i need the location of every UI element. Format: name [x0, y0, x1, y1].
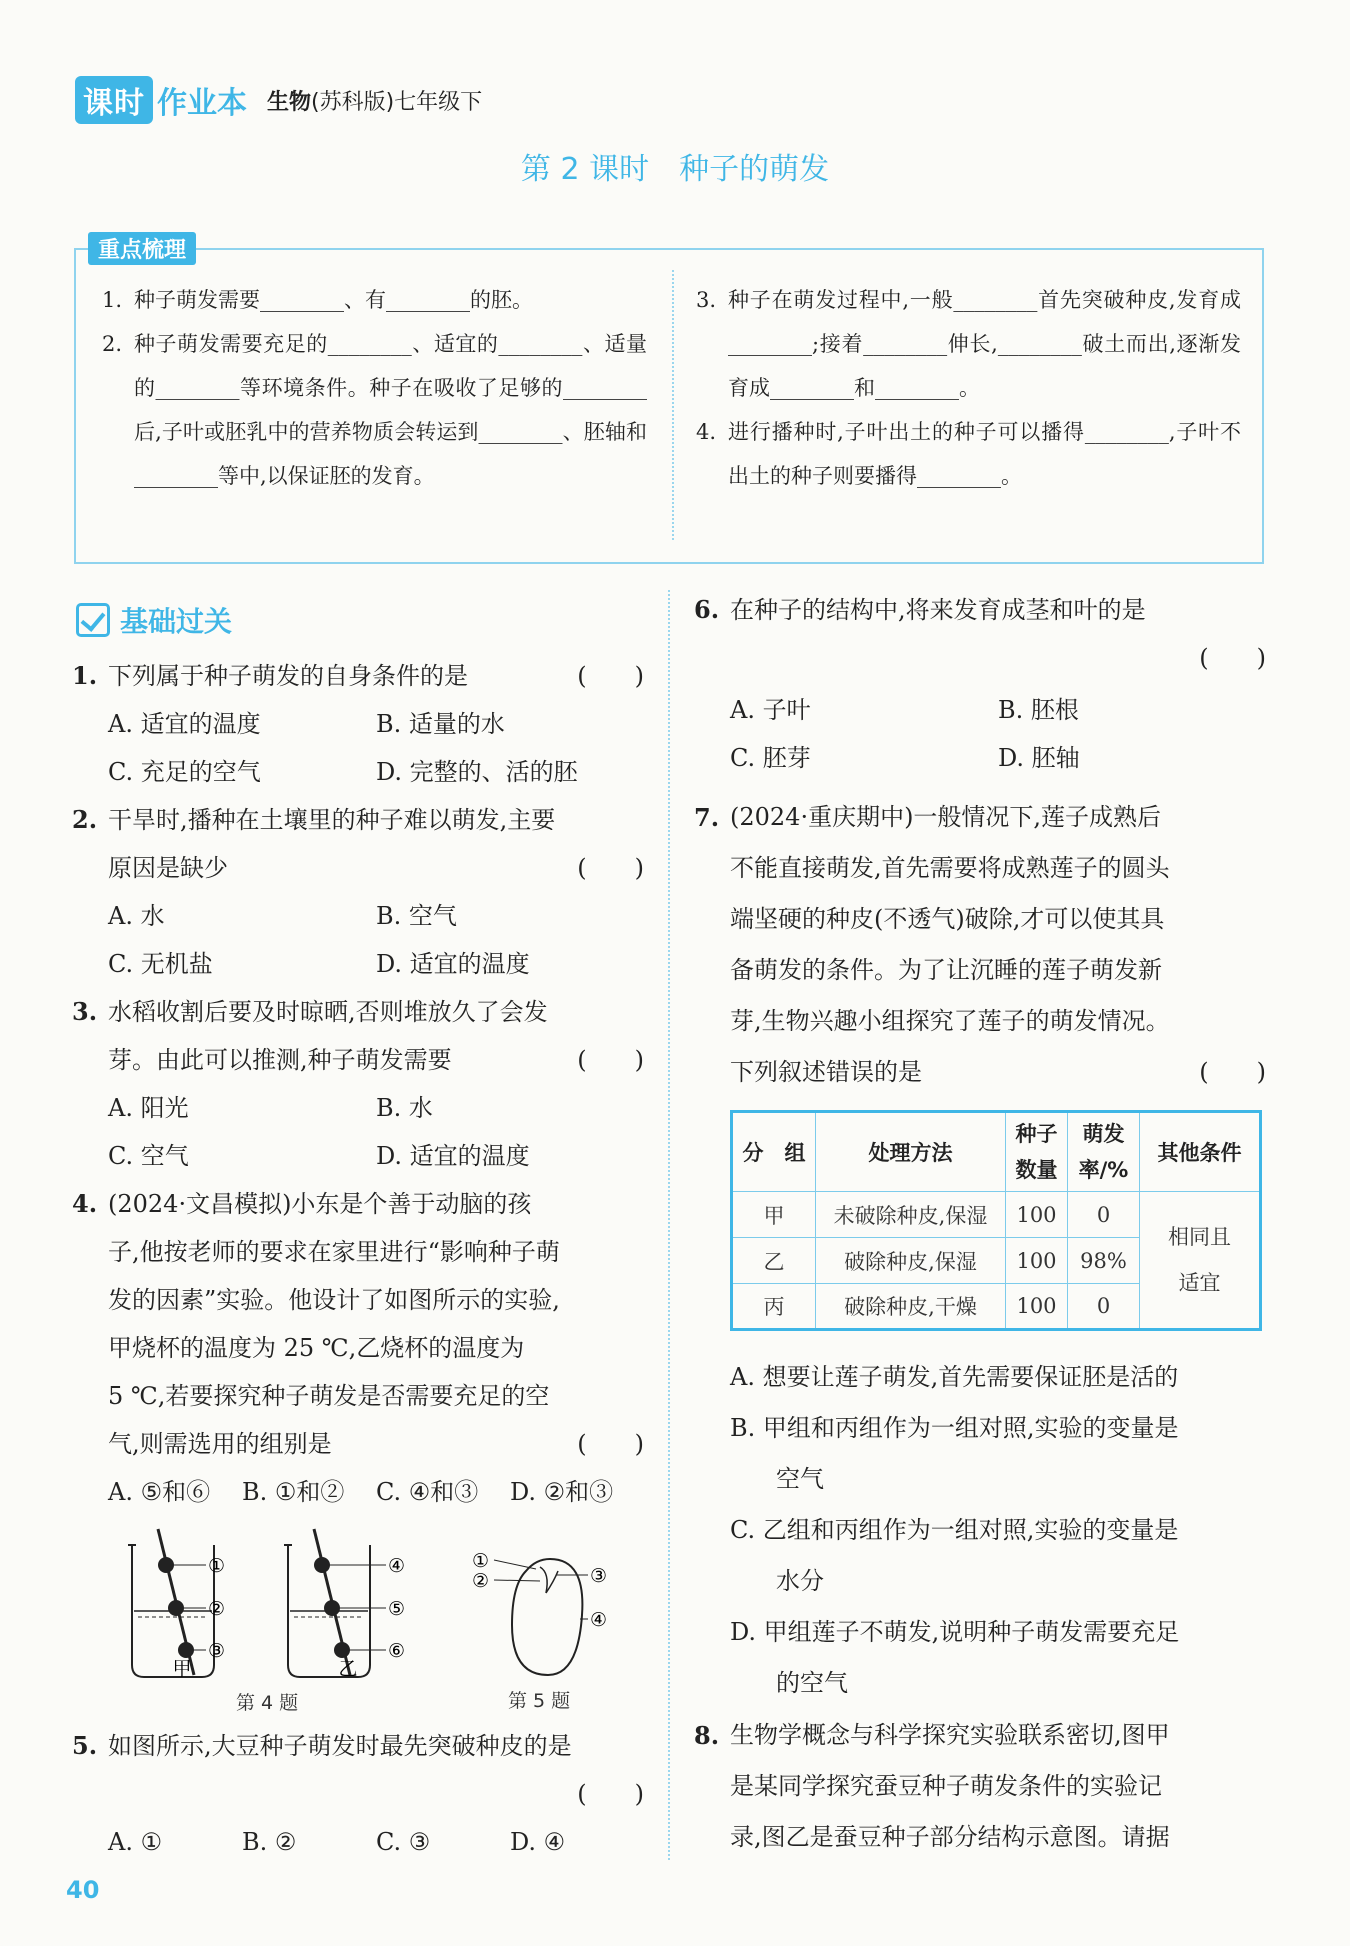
option: D. ④: [510, 1828, 566, 1856]
question-text: 是某同学探究蚕豆种子萌发条件的实验记: [730, 1772, 1162, 1800]
option: B. 水: [376, 1094, 433, 1122]
option: A. 适宜的温度: [108, 710, 261, 738]
option-continuation: 水分: [776, 1567, 824, 1595]
option: C. 空气: [108, 1142, 189, 1170]
option: D. ②和③: [510, 1478, 614, 1506]
question-text: 下列属于种子萌发的自身条件的是: [108, 662, 468, 690]
question-number: 1.: [72, 661, 98, 690]
option: B. 适量的水: [376, 710, 505, 738]
option: A. 想要让莲子萌发,首先需要保证胚是活的: [730, 1363, 1179, 1391]
question-text: 发的因素”实验。他设计了如图所示的实验,: [108, 1286, 560, 1314]
column-divider: [668, 590, 670, 1860]
option: C. 充足的空气: [108, 758, 261, 786]
figure-caption-q5: 第 5 题: [508, 1690, 571, 1712]
table-header: 其他条件: [1140, 1112, 1261, 1192]
question-text: 5 ℃,若要探究种子萌发是否需要充足的空: [108, 1382, 550, 1410]
table-row: [732, 1192, 1261, 1238]
item-number: 3.: [696, 288, 717, 312]
item-number: 1.: [102, 288, 123, 312]
key-point-item: [102, 322, 647, 498]
question-number: 6.: [694, 595, 720, 624]
figure-caption-q4: 第 4 题: [236, 1692, 299, 1714]
table-header-row: [732, 1112, 1261, 1192]
question-text: 不能直接萌发,首先需要将成熟莲子的圆头: [730, 854, 1170, 882]
figure-label: ①: [208, 1555, 226, 1577]
option: A. ①: [108, 1828, 163, 1856]
answer-parentheses: ( ): [577, 1780, 644, 1808]
table-header: 处理方法: [816, 1112, 1006, 1192]
answer-parentheses: ( ): [1199, 1058, 1266, 1086]
option: C. ④和③: [376, 1478, 479, 1506]
beaker-name: 乙: [338, 1658, 358, 1680]
question-text: 端坚硬的种皮(不透气)破除,才可以使其具: [730, 905, 1165, 933]
answer-parentheses: ( ): [577, 1046, 644, 1074]
item-text: 种子萌发需要充足的________、适宜的________、适量的________等环境条件。种子在吸收了足够的________后,子叶或胚乳中的营养物质会转运到________、胚轴和________等中,以保证胚的发育。: [134, 332, 647, 488]
question-5: [72, 1722, 644, 1866]
option: B. ②: [242, 1828, 297, 1856]
option: B. ①和②: [242, 1478, 345, 1506]
figure-label: ③: [590, 1565, 608, 1587]
question-text: 录,图乙是蚕豆种子部分结构示意图。请据: [730, 1823, 1170, 1851]
subject-edition: (苏科版)七年级下: [311, 89, 483, 115]
key-points-left: [102, 278, 647, 498]
option: B. 甲组和丙组作为一组对照,实验的变量是: [730, 1414, 1179, 1442]
table-header: 种子数量: [1006, 1112, 1068, 1192]
question-text: 干旱时,播种在土壤里的种子难以萌发,主要: [108, 806, 556, 834]
section-heading: [76, 600, 232, 640]
table-cell: 破除种皮,保湿: [816, 1238, 1006, 1284]
lesson-title: 第 2 课时 种子的萌发: [520, 152, 830, 187]
option: A. 子叶: [730, 696, 811, 724]
question-text: 甲烧杯的温度为 25 ℃,乙烧杯的温度为: [108, 1334, 525, 1362]
question-text: 生物学概念与科学探究实验联系密切,图甲: [730, 1721, 1170, 1749]
header: [75, 78, 482, 122]
option: C. 乙组和丙组作为一组对照,实验的变量是: [730, 1516, 1179, 1544]
key-point-item: [696, 278, 1241, 410]
option: D. 完整的、活的胚: [376, 758, 578, 786]
key-points-right: [696, 278, 1241, 498]
question-text: 在种子的结构中,将来发育成茎和叶的是: [730, 596, 1146, 624]
question-number: 4.: [72, 1189, 98, 1218]
beaker-jia: [128, 1529, 225, 1680]
beaker-yi: [284, 1529, 405, 1680]
question-number: 2.: [72, 805, 98, 834]
option: B. 空气: [376, 902, 457, 930]
question-3: [72, 988, 644, 1180]
subject-label: [267, 85, 482, 116]
brand-logo-box: 课时: [75, 76, 153, 124]
item-text: 种子萌发需要________、有________的胚。: [134, 288, 533, 312]
beaker-name: 甲: [172, 1658, 192, 1680]
table-cell: 98%: [1068, 1238, 1140, 1284]
checkbox-icon: [76, 603, 110, 637]
key-points-divider: [672, 270, 674, 540]
table-cell: 100: [1006, 1238, 1068, 1284]
question-number: 8.: [694, 1721, 720, 1750]
option: D. 适宜的温度: [376, 950, 530, 978]
question-number: 5.: [72, 1731, 98, 1760]
question-4: [72, 1180, 644, 1516]
question-text: 子,他按老师的要求在家里进行“影响种子萌: [108, 1238, 560, 1266]
question-text: 芽。由此可以推测,种子萌发需要: [108, 1046, 452, 1074]
key-point-item: [696, 410, 1241, 498]
option: C. 胚芽: [730, 744, 811, 772]
figure-label: ⑥: [388, 1640, 406, 1662]
question-7: [694, 792, 1266, 1098]
question-2: [72, 796, 644, 988]
option: D. 胚轴: [998, 744, 1080, 772]
option: A. ⑤和⑥: [108, 1478, 211, 1506]
question-text: (2024·重庆期中)一般情况下,莲子成熟后: [730, 803, 1162, 831]
answer-parentheses: ( ): [577, 1430, 644, 1458]
table-cell: 100: [1006, 1284, 1068, 1330]
table-header: 分 组: [732, 1112, 816, 1192]
question-7-options: [694, 1352, 1266, 1709]
question-8: [694, 1710, 1266, 1863]
question-text: 下列叙述错误的是: [730, 1058, 922, 1086]
option: A. 水: [108, 902, 165, 930]
figure-label: ②: [208, 1598, 226, 1620]
option-continuation: 空气: [776, 1465, 824, 1493]
subject-name: 生物: [267, 89, 312, 115]
question-number: 7.: [694, 803, 720, 832]
option: D. 甲组莲子不萌发,说明种子萌发需要充足: [730, 1618, 1180, 1646]
figure-label: ④: [590, 1609, 608, 1631]
figure-label: ②: [472, 1570, 490, 1592]
key-point-item: [102, 278, 647, 322]
answer-parentheses: ( ): [577, 854, 644, 882]
question-1: [72, 652, 644, 796]
question-number: 3.: [72, 997, 98, 1026]
key-points-tag: 重点梳理: [88, 232, 196, 265]
table-cell: 甲: [732, 1192, 816, 1238]
table-cell-merged: 相同且适宜: [1140, 1192, 1261, 1330]
figure-label: ④: [388, 1555, 406, 1577]
question-text: 水稻收割后要及时晾晒,否则堆放久了会发: [108, 998, 548, 1026]
answer-parentheses: ( ): [1199, 644, 1266, 672]
brand-logo-text: 作业本: [157, 86, 247, 121]
option-continuation: 的空气: [776, 1669, 848, 1697]
answer-parentheses: ( ): [577, 662, 644, 690]
figure-label: ⑤: [388, 1598, 406, 1620]
figure-beakers-and-seed: [110, 1515, 650, 1690]
section-title: 基础过关: [120, 605, 233, 638]
figure-label: ①: [472, 1550, 490, 1572]
table-cell: 100: [1006, 1192, 1068, 1238]
option: B. 胚根: [998, 696, 1079, 724]
item-text: 进行播种时,子叶出土的种子可以播得________,子叶不出土的种子则要播得________。: [728, 420, 1241, 488]
table-cell: 0: [1068, 1284, 1140, 1330]
item-number: 2.: [102, 332, 123, 356]
table-cell: 丙: [732, 1284, 816, 1330]
question-text: 如图所示,大豆种子萌发时最先突破种皮的是: [108, 1732, 572, 1760]
table-header: 萌发率/%: [1068, 1112, 1140, 1192]
table-cell: 未破除种皮,保湿: [816, 1192, 1006, 1238]
question-6: [694, 586, 1266, 782]
item-number: 4.: [696, 420, 717, 444]
question-text: 备萌发的条件。为了让沉睡的莲子萌发新: [730, 956, 1162, 984]
table-cell: 破除种皮,干燥: [816, 1284, 1006, 1330]
question-text: (2024·文昌模拟)小东是个善于动脑的孩: [108, 1190, 532, 1218]
table-cell: 0: [1068, 1192, 1140, 1238]
question-text: 原因是缺少: [108, 854, 228, 882]
page-number: 40: [66, 1876, 100, 1904]
figure-label: ③: [208, 1640, 226, 1662]
option: C. ③: [376, 1828, 431, 1856]
item-text: 种子在萌发过程中,一般________首先突破种皮,发育成________;接着________伸长,________破土而出,逐渐发育成________和________。: [728, 288, 1241, 400]
question-text: 气,则需选用的组别是: [108, 1430, 332, 1458]
option: C. 无机盐: [108, 950, 213, 978]
option: D. 适宜的温度: [376, 1142, 530, 1170]
experiment-table: [730, 1110, 1262, 1331]
soybean-seed-diagram: [472, 1550, 607, 1675]
table-cell: 乙: [732, 1238, 816, 1284]
option: A. 阳光: [108, 1094, 189, 1122]
question-text: 芽,生物兴趣小组探究了莲子的萌发情况。: [730, 1007, 1170, 1035]
